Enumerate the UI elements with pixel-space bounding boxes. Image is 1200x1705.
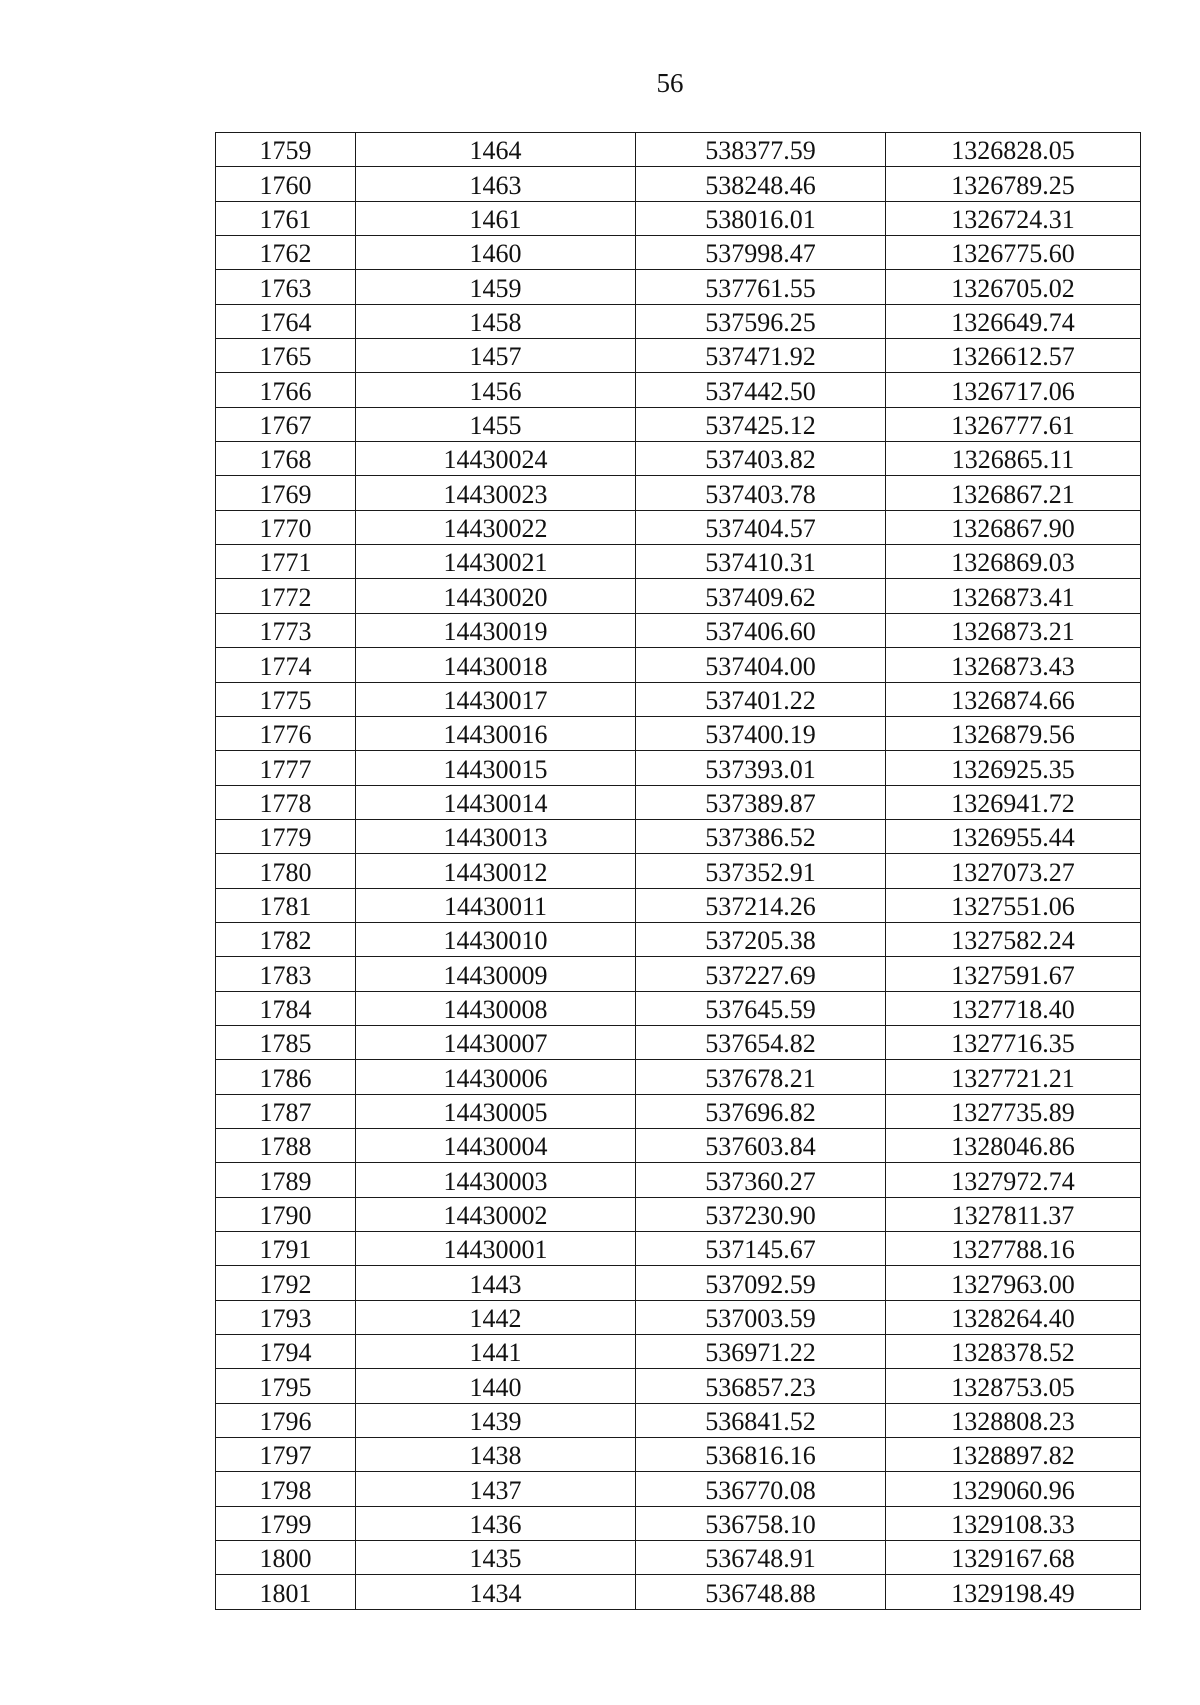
- y-coordinate-cell: 1326789.25: [886, 167, 1141, 201]
- reference-number-cell: 1464: [356, 133, 636, 167]
- x-coordinate-cell: 537761.55: [636, 270, 886, 304]
- y-coordinate-cell: 1327582.24: [886, 922, 1141, 956]
- x-coordinate-cell: 537425.12: [636, 407, 886, 441]
- x-coordinate-cell: 537404.00: [636, 648, 886, 682]
- reference-number-cell: 14430011: [356, 888, 636, 922]
- table-row: [216, 991, 1141, 1025]
- point-number-cell: 1784: [216, 991, 356, 1025]
- reference-number-cell: 14430020: [356, 579, 636, 613]
- table-row: [216, 1094, 1141, 1128]
- x-coordinate-cell: 537230.90: [636, 1197, 886, 1231]
- point-number-cell: 1792: [216, 1266, 356, 1300]
- x-coordinate-cell: 537360.27: [636, 1163, 886, 1197]
- point-number-cell: 1776: [216, 716, 356, 750]
- reference-number-cell: 1439: [356, 1403, 636, 1437]
- point-number-cell: 1761: [216, 201, 356, 235]
- reference-number-cell: 1440: [356, 1369, 636, 1403]
- table-row: [216, 1300, 1141, 1334]
- table-row: [216, 167, 1141, 201]
- point-number-cell: 1782: [216, 922, 356, 956]
- y-coordinate-cell: 1327811.37: [886, 1197, 1141, 1231]
- x-coordinate-cell: 536841.52: [636, 1403, 886, 1437]
- y-coordinate-cell: 1327718.40: [886, 991, 1141, 1025]
- point-number-cell: 1795: [216, 1369, 356, 1403]
- point-number-cell: 1765: [216, 339, 356, 373]
- table-row: [216, 373, 1141, 407]
- x-coordinate-cell: 537401.22: [636, 682, 886, 716]
- table-row: [216, 716, 1141, 750]
- reference-number-cell: 14430018: [356, 648, 636, 682]
- table-row: [216, 648, 1141, 682]
- reference-number-cell: 1436: [356, 1506, 636, 1540]
- point-number-cell: 1788: [216, 1128, 356, 1162]
- reference-number-cell: 14430016: [356, 716, 636, 750]
- y-coordinate-cell: 1326717.06: [886, 373, 1141, 407]
- table-row: [216, 1025, 1141, 1059]
- table-row: [216, 1335, 1141, 1369]
- x-coordinate-cell: 537003.59: [636, 1300, 886, 1334]
- point-number-cell: 1785: [216, 1025, 356, 1059]
- table-body: [216, 133, 1141, 1610]
- reference-number-cell: 1456: [356, 373, 636, 407]
- y-coordinate-cell: 1326705.02: [886, 270, 1141, 304]
- x-coordinate-cell: 537386.52: [636, 819, 886, 853]
- x-coordinate-cell: 537352.91: [636, 854, 886, 888]
- y-coordinate-cell: 1329108.33: [886, 1506, 1141, 1540]
- y-coordinate-cell: 1326775.60: [886, 236, 1141, 270]
- point-number-cell: 1771: [216, 545, 356, 579]
- y-coordinate-cell: 1327551.06: [886, 888, 1141, 922]
- x-coordinate-cell: 537214.26: [636, 888, 886, 922]
- x-coordinate-cell: 537406.60: [636, 613, 886, 647]
- table-row: [216, 270, 1141, 304]
- point-number-cell: 1796: [216, 1403, 356, 1437]
- table-row: [216, 510, 1141, 544]
- reference-number-cell: 14430022: [356, 510, 636, 544]
- y-coordinate-cell: 1328808.23: [886, 1403, 1141, 1437]
- y-coordinate-cell: 1326869.03: [886, 545, 1141, 579]
- point-number-cell: 1760: [216, 167, 356, 201]
- point-number-cell: 1763: [216, 270, 356, 304]
- point-number-cell: 1773: [216, 613, 356, 647]
- reference-number-cell: 14430017: [356, 682, 636, 716]
- table-row: [216, 1232, 1141, 1266]
- y-coordinate-cell: 1326873.43: [886, 648, 1141, 682]
- reference-number-cell: 14430015: [356, 751, 636, 785]
- y-coordinate-cell: 1328264.40: [886, 1300, 1141, 1334]
- x-coordinate-cell: 537400.19: [636, 716, 886, 750]
- y-coordinate-cell: 1327963.00: [886, 1266, 1141, 1300]
- table-row: [216, 442, 1141, 476]
- reference-number-cell: 14430004: [356, 1128, 636, 1162]
- point-number-cell: 1768: [216, 442, 356, 476]
- table-row: [216, 751, 1141, 785]
- reference-number-cell: 14430012: [356, 854, 636, 888]
- reference-number-cell: 14430001: [356, 1232, 636, 1266]
- y-coordinate-cell: 1326874.66: [886, 682, 1141, 716]
- table-row: [216, 1060, 1141, 1094]
- reference-number-cell: 1458: [356, 304, 636, 338]
- table-row: [216, 682, 1141, 716]
- table-row: [216, 1369, 1141, 1403]
- reference-number-cell: 1437: [356, 1472, 636, 1506]
- reference-number-cell: 1455: [356, 407, 636, 441]
- x-coordinate-cell: 537645.59: [636, 991, 886, 1025]
- reference-number-cell: 1435: [356, 1541, 636, 1575]
- point-number-cell: 1762: [216, 236, 356, 270]
- reference-number-cell: 14430024: [356, 442, 636, 476]
- reference-number-cell: 1457: [356, 339, 636, 373]
- point-number-cell: 1764: [216, 304, 356, 338]
- reference-number-cell: 14430008: [356, 991, 636, 1025]
- table-row: [216, 854, 1141, 888]
- y-coordinate-cell: 1327591.67: [886, 957, 1141, 991]
- point-number-cell: 1780: [216, 854, 356, 888]
- y-coordinate-cell: 1326828.05: [886, 133, 1141, 167]
- reference-number-cell: 1434: [356, 1575, 636, 1609]
- point-number-cell: 1794: [216, 1335, 356, 1369]
- x-coordinate-cell: 538248.46: [636, 167, 886, 201]
- y-coordinate-cell: 1326867.21: [886, 476, 1141, 510]
- table-row: [216, 579, 1141, 613]
- reference-number-cell: 1463: [356, 167, 636, 201]
- table-row: [216, 922, 1141, 956]
- reference-number-cell: 14430010: [356, 922, 636, 956]
- reference-number-cell: 14430023: [356, 476, 636, 510]
- point-number-cell: 1779: [216, 819, 356, 853]
- y-coordinate-cell: 1326649.74: [886, 304, 1141, 338]
- table-row: [216, 1163, 1141, 1197]
- point-number-cell: 1797: [216, 1438, 356, 1472]
- reference-number-cell: 14430006: [356, 1060, 636, 1094]
- table-row: [216, 133, 1141, 167]
- x-coordinate-cell: 537403.82: [636, 442, 886, 476]
- x-coordinate-cell: 537678.21: [636, 1060, 886, 1094]
- table-row: [216, 1575, 1141, 1609]
- x-coordinate-cell: 537471.92: [636, 339, 886, 373]
- reference-number-cell: 14430019: [356, 613, 636, 647]
- reference-number-cell: 1459: [356, 270, 636, 304]
- y-coordinate-cell: 1327716.35: [886, 1025, 1141, 1059]
- point-number-cell: 1775: [216, 682, 356, 716]
- x-coordinate-cell: 538016.01: [636, 201, 886, 235]
- reference-number-cell: 1441: [356, 1335, 636, 1369]
- table-row: [216, 304, 1141, 338]
- point-number-cell: 1793: [216, 1300, 356, 1334]
- y-coordinate-cell: 1326955.44: [886, 819, 1141, 853]
- x-coordinate-cell: 537442.50: [636, 373, 886, 407]
- reference-number-cell: 1443: [356, 1266, 636, 1300]
- table-row: [216, 1472, 1141, 1506]
- point-number-cell: 1789: [216, 1163, 356, 1197]
- y-coordinate-cell: 1326879.56: [886, 716, 1141, 750]
- x-coordinate-cell: 537654.82: [636, 1025, 886, 1059]
- x-coordinate-cell: 536748.88: [636, 1575, 886, 1609]
- point-number-cell: 1799: [216, 1506, 356, 1540]
- point-number-cell: 1774: [216, 648, 356, 682]
- table-row: [216, 819, 1141, 853]
- x-coordinate-cell: 538377.59: [636, 133, 886, 167]
- x-coordinate-cell: 537092.59: [636, 1266, 886, 1300]
- y-coordinate-cell: 1329167.68: [886, 1541, 1141, 1575]
- point-number-cell: 1786: [216, 1060, 356, 1094]
- y-coordinate-cell: 1326777.61: [886, 407, 1141, 441]
- x-coordinate-cell: 536857.23: [636, 1369, 886, 1403]
- table-row: [216, 613, 1141, 647]
- table-row: [216, 407, 1141, 441]
- point-number-cell: 1800: [216, 1541, 356, 1575]
- x-coordinate-cell: 537227.69: [636, 957, 886, 991]
- x-coordinate-cell: 537998.47: [636, 236, 886, 270]
- reference-number-cell: 14430005: [356, 1094, 636, 1128]
- x-coordinate-cell: 536816.16: [636, 1438, 886, 1472]
- point-number-cell: 1787: [216, 1094, 356, 1128]
- x-coordinate-cell: 537603.84: [636, 1128, 886, 1162]
- x-coordinate-cell: 537596.25: [636, 304, 886, 338]
- table-row: [216, 236, 1141, 270]
- reference-number-cell: 1438: [356, 1438, 636, 1472]
- x-coordinate-cell: 537696.82: [636, 1094, 886, 1128]
- table-row: [216, 1403, 1141, 1437]
- y-coordinate-cell: 1329198.49: [886, 1575, 1141, 1609]
- point-number-cell: 1783: [216, 957, 356, 991]
- point-number-cell: 1767: [216, 407, 356, 441]
- table-row: [216, 785, 1141, 819]
- y-coordinate-cell: 1326867.90: [886, 510, 1141, 544]
- y-coordinate-cell: 1326724.31: [886, 201, 1141, 235]
- x-coordinate-cell: 537404.57: [636, 510, 886, 544]
- table-row: [216, 339, 1141, 373]
- y-coordinate-cell: 1326873.41: [886, 579, 1141, 613]
- point-number-cell: 1798: [216, 1472, 356, 1506]
- y-coordinate-cell: 1327972.74: [886, 1163, 1141, 1197]
- y-coordinate-cell: 1326941.72: [886, 785, 1141, 819]
- reference-number-cell: 14430009: [356, 957, 636, 991]
- reference-number-cell: 1461: [356, 201, 636, 235]
- y-coordinate-cell: 1326865.11: [886, 442, 1141, 476]
- reference-number-cell: 14430003: [356, 1163, 636, 1197]
- y-coordinate-cell: 1328897.82: [886, 1438, 1141, 1472]
- table-row: [216, 201, 1141, 235]
- y-coordinate-cell: 1327735.89: [886, 1094, 1141, 1128]
- x-coordinate-cell: 537403.78: [636, 476, 886, 510]
- x-coordinate-cell: 536758.10: [636, 1506, 886, 1540]
- y-coordinate-cell: 1329060.96: [886, 1472, 1141, 1506]
- table-row: [216, 1541, 1141, 1575]
- reference-number-cell: 1460: [356, 236, 636, 270]
- reference-number-cell: 14430014: [356, 785, 636, 819]
- coordinates-table: [215, 132, 1141, 1610]
- x-coordinate-cell: 537409.62: [636, 579, 886, 613]
- point-number-cell: 1770: [216, 510, 356, 544]
- table-row: [216, 545, 1141, 579]
- y-coordinate-cell: 1328046.86: [886, 1128, 1141, 1162]
- y-coordinate-cell: 1326925.35: [886, 751, 1141, 785]
- point-number-cell: 1769: [216, 476, 356, 510]
- table-row: [216, 1197, 1141, 1231]
- point-number-cell: 1781: [216, 888, 356, 922]
- y-coordinate-cell: 1328378.52: [886, 1335, 1141, 1369]
- y-coordinate-cell: 1328753.05: [886, 1369, 1141, 1403]
- reference-number-cell: 14430021: [356, 545, 636, 579]
- reference-number-cell: 14430013: [356, 819, 636, 853]
- y-coordinate-cell: 1326873.21: [886, 613, 1141, 647]
- page-number: 56: [656, 68, 684, 98]
- y-coordinate-cell: 1326612.57: [886, 339, 1141, 373]
- y-coordinate-cell: 1327073.27: [886, 854, 1141, 888]
- x-coordinate-cell: 537145.67: [636, 1232, 886, 1266]
- point-number-cell: 1801: [216, 1575, 356, 1609]
- point-number-cell: 1777: [216, 751, 356, 785]
- x-coordinate-cell: 536971.22: [636, 1335, 886, 1369]
- y-coordinate-cell: 1327721.21: [886, 1060, 1141, 1094]
- x-coordinate-cell: 536770.08: [636, 1472, 886, 1506]
- x-coordinate-cell: 537389.87: [636, 785, 886, 819]
- reference-number-cell: 1442: [356, 1300, 636, 1334]
- table-row: [216, 1506, 1141, 1540]
- table-row: [216, 476, 1141, 510]
- y-coordinate-cell: 1327788.16: [886, 1232, 1141, 1266]
- point-number-cell: 1772: [216, 579, 356, 613]
- table-row: [216, 1128, 1141, 1162]
- point-number-cell: 1790: [216, 1197, 356, 1231]
- point-number-cell: 1759: [216, 133, 356, 167]
- x-coordinate-cell: 537205.38: [636, 922, 886, 956]
- point-number-cell: 1778: [216, 785, 356, 819]
- table-row: [216, 1438, 1141, 1472]
- reference-number-cell: 14430002: [356, 1197, 636, 1231]
- reference-number-cell: 14430007: [356, 1025, 636, 1059]
- point-number-cell: 1766: [216, 373, 356, 407]
- table-row: [216, 1266, 1141, 1300]
- table-row: [216, 957, 1141, 991]
- x-coordinate-cell: 537393.01: [636, 751, 886, 785]
- table-row: [216, 888, 1141, 922]
- x-coordinate-cell: 537410.31: [636, 545, 886, 579]
- point-number-cell: 1791: [216, 1232, 356, 1266]
- x-coordinate-cell: 536748.91: [636, 1541, 886, 1575]
